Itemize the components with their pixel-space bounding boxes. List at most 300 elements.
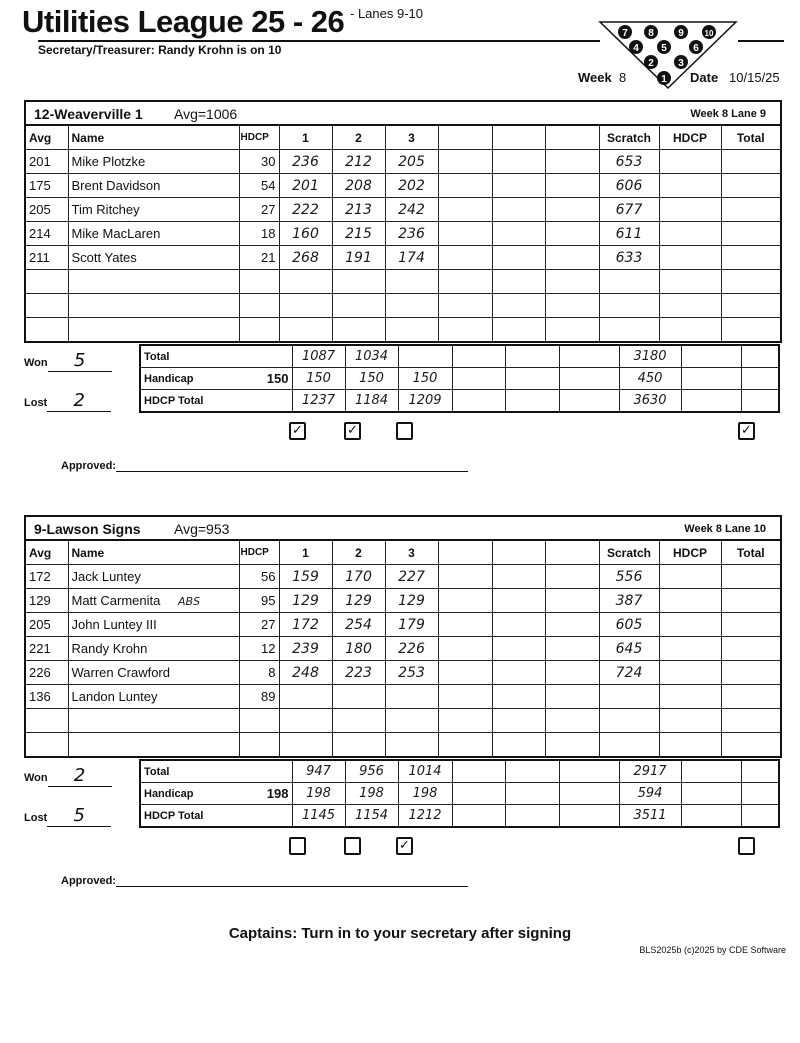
game-2-score bbox=[332, 709, 385, 733]
team-total-row bbox=[140, 345, 779, 368]
bowler-note: ABS bbox=[178, 595, 201, 608]
total-series bbox=[721, 685, 781, 709]
title-rule-right bbox=[738, 40, 784, 42]
bowler-hdcp: 27 bbox=[239, 613, 279, 637]
game-3-score: 242 bbox=[385, 198, 438, 222]
summary-label: Total bbox=[140, 760, 239, 783]
blank-cell bbox=[492, 733, 545, 758]
bowler-name: Landon Luntey bbox=[71, 689, 158, 704]
game-3-score: 202 bbox=[385, 174, 438, 198]
win-checkbox-g2[interactable]: ✓ bbox=[344, 422, 361, 440]
game-2-score bbox=[332, 685, 385, 709]
blank-cell bbox=[559, 783, 619, 805]
bowler-avg: 226 bbox=[25, 661, 68, 685]
bowler-name-cell bbox=[68, 174, 239, 198]
bowler-name-cell bbox=[68, 589, 239, 613]
blank-cell bbox=[741, 368, 779, 390]
lost-field bbox=[24, 390, 111, 412]
game-1-score bbox=[279, 685, 332, 709]
game-3-score: 179 bbox=[385, 613, 438, 637]
hdcp-series bbox=[659, 661, 721, 685]
blank-cell bbox=[505, 368, 559, 390]
scratch-series: 387 bbox=[599, 589, 659, 613]
col-game-2: 2 bbox=[332, 125, 385, 150]
blank-cell bbox=[559, 345, 619, 368]
summary-label: Total bbox=[140, 345, 239, 368]
blank-cell bbox=[741, 390, 779, 413]
col-hdcp: HDCP bbox=[239, 540, 279, 565]
game-1-score bbox=[279, 318, 332, 343]
blank-cell bbox=[559, 805, 619, 828]
bowler-name: John Luntey III bbox=[71, 617, 157, 632]
bowler-hdcp bbox=[239, 270, 279, 294]
bowler-avg bbox=[25, 270, 68, 294]
team-total-row bbox=[140, 760, 779, 783]
game-1-score: 129 bbox=[279, 589, 332, 613]
blank-cell bbox=[492, 150, 545, 174]
blank-cell bbox=[545, 150, 599, 174]
summary-scratch: 3511 bbox=[619, 805, 681, 828]
bowler-hdcp bbox=[239, 318, 279, 343]
blank-cell bbox=[681, 805, 741, 828]
pin-number: 8 bbox=[648, 28, 654, 39]
title-rule bbox=[38, 40, 600, 42]
col-hdcp-total: HDCP bbox=[659, 125, 721, 150]
bowler-name-cell bbox=[68, 613, 239, 637]
bowler-name-cell bbox=[68, 709, 239, 733]
date-value: 10/15/25 bbox=[729, 70, 780, 85]
team-header bbox=[24, 515, 782, 541]
blank-cell bbox=[438, 733, 492, 758]
game-2-score bbox=[332, 270, 385, 294]
game-1-score: 172 bbox=[279, 613, 332, 637]
bowler-name-cell bbox=[68, 270, 239, 294]
win-checkbox-g1[interactable]: ✓ bbox=[289, 422, 306, 440]
scratch-series bbox=[599, 733, 659, 758]
bowler-name-cell bbox=[68, 685, 239, 709]
blank-cell bbox=[492, 637, 545, 661]
col-avg: Avg bbox=[25, 540, 68, 565]
blank-cell bbox=[545, 685, 599, 709]
blank-cell bbox=[505, 345, 559, 368]
blank-cell bbox=[559, 760, 619, 783]
bowler-avg bbox=[25, 318, 68, 343]
summary-scratch: 3180 bbox=[619, 345, 681, 368]
captains-instructions: Captains: Turn in to your secretary after signing bbox=[228, 925, 572, 942]
summary-label: HDCP Total bbox=[140, 805, 239, 828]
blank-cell bbox=[545, 318, 599, 343]
blank-cell bbox=[492, 246, 545, 270]
game-3-score: 227 bbox=[385, 565, 438, 589]
game-3-score bbox=[385, 709, 438, 733]
date-field bbox=[690, 70, 780, 85]
scratch-series: 724 bbox=[599, 661, 659, 685]
game-2-score: 212 bbox=[332, 150, 385, 174]
bowler-avg: 205 bbox=[25, 198, 68, 222]
win-checkbox-g3[interactable]: ✓ bbox=[396, 837, 413, 855]
pin-number: 2 bbox=[648, 58, 654, 69]
blank-cell bbox=[492, 318, 545, 343]
blank-cell bbox=[545, 565, 599, 589]
blank-cell bbox=[545, 733, 599, 758]
blank-cell bbox=[452, 760, 505, 783]
total-series bbox=[721, 565, 781, 589]
approved-label: Approved: bbox=[61, 460, 116, 472]
game-3-score: 205 bbox=[385, 150, 438, 174]
blank-cell bbox=[681, 390, 741, 413]
scratch-series bbox=[599, 709, 659, 733]
total-series bbox=[721, 613, 781, 637]
hdcp-series bbox=[659, 733, 721, 758]
hdcp-series bbox=[659, 294, 721, 318]
blank-cell bbox=[492, 270, 545, 294]
bowler-name-cell bbox=[68, 637, 239, 661]
game-3-score: 226 bbox=[385, 637, 438, 661]
game-2-score: 180 bbox=[332, 637, 385, 661]
won-field bbox=[24, 350, 112, 372]
bowler-avg: 214 bbox=[25, 222, 68, 246]
bowler-table bbox=[24, 539, 782, 758]
summary-label: Handicap bbox=[140, 368, 239, 390]
bowler-row bbox=[25, 589, 781, 613]
hdcp-series bbox=[659, 318, 721, 343]
bowler-hdcp: 54 bbox=[239, 174, 279, 198]
blank-cell bbox=[438, 198, 492, 222]
game-1-score: 248 bbox=[279, 661, 332, 685]
col-game-3: 3 bbox=[385, 125, 438, 150]
bowler-avg: 175 bbox=[25, 174, 68, 198]
bowler-avg: 201 bbox=[25, 150, 68, 174]
game-1-score bbox=[279, 709, 332, 733]
blank-cell bbox=[681, 368, 741, 390]
week-value: 8 bbox=[618, 70, 627, 85]
win-checkbox-g3[interactable] bbox=[396, 422, 413, 440]
bowler-hdcp: 18 bbox=[239, 222, 279, 246]
blank-cell bbox=[452, 368, 505, 390]
bowler-name-cell bbox=[68, 246, 239, 270]
game-3-score bbox=[385, 733, 438, 758]
bowler-name-cell bbox=[68, 733, 239, 758]
summary-label: Handicap bbox=[140, 783, 239, 805]
summary-scratch: 3630 bbox=[619, 390, 681, 413]
team-week-lane: Week 8 Lane 9 bbox=[690, 108, 766, 120]
scratch-series bbox=[599, 294, 659, 318]
team-handicap-value: 150 bbox=[239, 368, 292, 390]
bowler-hdcp: 89 bbox=[239, 685, 279, 709]
game-2-score: 223 bbox=[332, 661, 385, 685]
team-week-lane: Week 8 Lane 10 bbox=[684, 523, 766, 535]
bowler-avg bbox=[25, 709, 68, 733]
secretary-line: Secretary/Treasurer: Randy Krohn is on 10 bbox=[38, 43, 282, 57]
scratch-series: 556 bbox=[599, 565, 659, 589]
pin-number: 1 bbox=[661, 74, 667, 85]
approved-field bbox=[61, 875, 468, 887]
lost-field bbox=[24, 805, 111, 827]
col-blank bbox=[545, 125, 599, 150]
lost-label: Lost bbox=[24, 397, 48, 409]
bowler-row bbox=[25, 733, 781, 758]
col-name: Name bbox=[68, 125, 239, 150]
team-name: 12-Weaverville 1 bbox=[34, 106, 143, 122]
col-hdcp-total: HDCP bbox=[659, 540, 721, 565]
scratch-series bbox=[599, 318, 659, 343]
team-hdcp-total-row bbox=[140, 805, 779, 828]
bowler-name-cell bbox=[68, 150, 239, 174]
blank-cell bbox=[438, 637, 492, 661]
team-summary-table bbox=[139, 344, 780, 413]
summary-game-1: 1145 bbox=[292, 805, 345, 828]
bowler-avg: 205 bbox=[25, 613, 68, 637]
blank-cell bbox=[438, 589, 492, 613]
hdcp-series bbox=[659, 709, 721, 733]
bowler-hdcp: 56 bbox=[239, 565, 279, 589]
game-3-score: 236 bbox=[385, 222, 438, 246]
scratch-series: 633 bbox=[599, 246, 659, 270]
blank-cell bbox=[452, 783, 505, 805]
blank-cell bbox=[492, 198, 545, 222]
team-handicap-row bbox=[140, 783, 779, 805]
blank-cell bbox=[492, 661, 545, 685]
blank-cell bbox=[681, 760, 741, 783]
game-1-score: 236 bbox=[279, 150, 332, 174]
blank-cell bbox=[545, 637, 599, 661]
week-label: Week bbox=[578, 70, 612, 85]
bowler-name-cell bbox=[68, 198, 239, 222]
game-2-score: 191 bbox=[332, 246, 385, 270]
bowler-name-cell bbox=[68, 565, 239, 589]
copyright: BLS2025b (c)2025 by CDE Software bbox=[639, 945, 786, 955]
blank-cell bbox=[438, 709, 492, 733]
blank-cell bbox=[545, 661, 599, 685]
pin-number: 9 bbox=[678, 28, 684, 39]
blank-cell bbox=[545, 198, 599, 222]
summary-game-1: 1237 bbox=[292, 390, 345, 413]
bowler-avg: 129 bbox=[25, 589, 68, 613]
hdcp-series bbox=[659, 198, 721, 222]
total-series bbox=[721, 709, 781, 733]
scratch-series: 677 bbox=[599, 198, 659, 222]
team-hdcp-total-row bbox=[140, 390, 779, 413]
blank-cell bbox=[492, 685, 545, 709]
win-checkbox-total[interactable] bbox=[738, 837, 755, 855]
team-handicap-value: 198 bbox=[239, 783, 292, 805]
blank-cell bbox=[492, 709, 545, 733]
game-2-score: 215 bbox=[332, 222, 385, 246]
hdcp-series bbox=[659, 222, 721, 246]
hdcp-series bbox=[659, 637, 721, 661]
league-title: Utilities League 25 - 26 bbox=[22, 4, 345, 39]
bowler-name: Randy Krohn bbox=[71, 641, 148, 656]
team-header bbox=[24, 100, 782, 126]
pin-number: 3 bbox=[678, 58, 684, 69]
pin-number: 5 bbox=[661, 43, 667, 54]
col-total: Total bbox=[721, 540, 781, 565]
bowler-name: Scott Yates bbox=[71, 250, 137, 265]
blank-cell bbox=[438, 150, 492, 174]
bowler-row bbox=[25, 222, 781, 246]
col-blank bbox=[438, 540, 492, 565]
approved-signature-line[interactable] bbox=[116, 460, 468, 472]
blank-cell bbox=[559, 390, 619, 413]
hdcp-series bbox=[659, 685, 721, 709]
col-blank bbox=[438, 125, 492, 150]
bowler-row bbox=[25, 709, 781, 733]
bowler-hdcp: 8 bbox=[239, 661, 279, 685]
blank-cell bbox=[545, 222, 599, 246]
week-field bbox=[578, 70, 626, 85]
summary-scratch: 594 bbox=[619, 783, 681, 805]
hdcp-series bbox=[659, 613, 721, 637]
summary-game-2: 198 bbox=[345, 783, 398, 805]
scratch-series: 606 bbox=[599, 174, 659, 198]
game-2-score bbox=[332, 733, 385, 758]
summary-game-3: 198 bbox=[398, 783, 452, 805]
col-total: Total bbox=[721, 125, 781, 150]
total-series bbox=[721, 318, 781, 343]
blank-cell bbox=[492, 294, 545, 318]
blank-cell bbox=[438, 294, 492, 318]
blank-cell bbox=[505, 760, 559, 783]
summary-game-2: 1184 bbox=[345, 390, 398, 413]
team-name: 9-Lawson Signs bbox=[34, 521, 141, 537]
blank-cell bbox=[492, 589, 545, 613]
bowler-avg bbox=[25, 733, 68, 758]
blank-cell bbox=[505, 805, 559, 828]
lost-label: Lost bbox=[24, 812, 48, 824]
summary-scratch: 450 bbox=[619, 368, 681, 390]
team-summary-table bbox=[139, 759, 780, 828]
total-series bbox=[721, 637, 781, 661]
bowler-row bbox=[25, 318, 781, 343]
won-value: 2 bbox=[48, 765, 112, 787]
col-game-3: 3 bbox=[385, 540, 438, 565]
summary-game-2: 1034 bbox=[345, 345, 398, 368]
game-3-score bbox=[385, 318, 438, 343]
blank-cell bbox=[545, 589, 599, 613]
game-3-score bbox=[385, 294, 438, 318]
scratch-series: 605 bbox=[599, 613, 659, 637]
game-1-score: 268 bbox=[279, 246, 332, 270]
bowler-hdcp bbox=[239, 733, 279, 758]
summary-game-2: 150 bbox=[345, 368, 398, 390]
won-value: 5 bbox=[48, 350, 112, 372]
game-1-score: 239 bbox=[279, 637, 332, 661]
bowler-hdcp: 30 bbox=[239, 150, 279, 174]
hdcp-series bbox=[659, 270, 721, 294]
game-2-score: 254 bbox=[332, 613, 385, 637]
blank-cell bbox=[741, 805, 779, 828]
col-game-1: 1 bbox=[279, 125, 332, 150]
blank-cell bbox=[505, 390, 559, 413]
col-name: Name bbox=[68, 540, 239, 565]
total-series bbox=[721, 270, 781, 294]
won-label: Won bbox=[24, 357, 48, 369]
blank-cell bbox=[452, 805, 505, 828]
approved-signature-line[interactable] bbox=[116, 875, 468, 887]
bowler-avg: 172 bbox=[25, 565, 68, 589]
blank-cell bbox=[681, 783, 741, 805]
summary-scratch: 2917 bbox=[619, 760, 681, 783]
summary-game-3: 1209 bbox=[398, 390, 452, 413]
col-game-2: 2 bbox=[332, 540, 385, 565]
bowler-name: Mike Plotzke bbox=[71, 154, 146, 169]
game-3-score: 253 bbox=[385, 661, 438, 685]
col-hdcp: HDCP bbox=[239, 125, 279, 150]
win-checkbox-g2[interactable] bbox=[344, 837, 361, 855]
summary-game-1: 1087 bbox=[292, 345, 345, 368]
bowler-name-cell bbox=[68, 318, 239, 343]
team-handicap-value bbox=[239, 805, 292, 828]
game-2-score bbox=[332, 318, 385, 343]
team-handicap-value bbox=[239, 345, 292, 368]
blank-cell bbox=[492, 174, 545, 198]
hdcp-series bbox=[659, 150, 721, 174]
blank-cell bbox=[545, 270, 599, 294]
game-1-score bbox=[279, 733, 332, 758]
summary-game-3 bbox=[398, 345, 452, 368]
col-scratch: Scratch bbox=[599, 540, 659, 565]
summary-game-3: 1212 bbox=[398, 805, 452, 828]
col-blank bbox=[545, 540, 599, 565]
bowler-row bbox=[25, 270, 781, 294]
bowler-name: Jack Luntey bbox=[71, 569, 141, 584]
game-1-score: 159 bbox=[279, 565, 332, 589]
summary-game-3: 1014 bbox=[398, 760, 452, 783]
bowler-name: Matt Carmenita bbox=[71, 593, 161, 608]
hdcp-series bbox=[659, 589, 721, 613]
summary-game-2: 1154 bbox=[345, 805, 398, 828]
blank-cell bbox=[505, 783, 559, 805]
blank-cell bbox=[452, 390, 505, 413]
pin-number: 10 bbox=[704, 29, 714, 38]
team-average: Avg=1006 bbox=[174, 106, 238, 122]
blank-cell bbox=[492, 565, 545, 589]
win-checkbox-total[interactable]: ✓ bbox=[738, 422, 755, 440]
blank-cell bbox=[741, 783, 779, 805]
total-series bbox=[721, 222, 781, 246]
bowler-row bbox=[25, 685, 781, 709]
blank-cell bbox=[438, 613, 492, 637]
hdcp-series bbox=[659, 246, 721, 270]
game-2-score: 129 bbox=[332, 589, 385, 613]
game-3-score: 129 bbox=[385, 589, 438, 613]
win-checkbox-g1[interactable] bbox=[289, 837, 306, 855]
hdcp-series bbox=[659, 565, 721, 589]
summary-game-3: 150 bbox=[398, 368, 452, 390]
lost-value: 2 bbox=[47, 390, 111, 412]
approved-field bbox=[61, 460, 468, 472]
total-series bbox=[721, 733, 781, 758]
bowler-table bbox=[24, 124, 782, 343]
game-1-score: 201 bbox=[279, 174, 332, 198]
game-1-score bbox=[279, 270, 332, 294]
summary-game-1: 947 bbox=[292, 760, 345, 783]
bowler-row bbox=[25, 150, 781, 174]
column-headers bbox=[25, 540, 781, 565]
game-3-score: 174 bbox=[385, 246, 438, 270]
bowler-row bbox=[25, 198, 781, 222]
bowler-row bbox=[25, 661, 781, 685]
blank-cell bbox=[545, 613, 599, 637]
bowler-name-cell bbox=[68, 661, 239, 685]
summary-game-1: 150 bbox=[292, 368, 345, 390]
game-2-score: 208 bbox=[332, 174, 385, 198]
team-handicap-row bbox=[140, 368, 779, 390]
column-headers bbox=[25, 125, 781, 150]
pin-number: 4 bbox=[633, 43, 639, 54]
pin-number: 7 bbox=[622, 28, 628, 39]
bowler-name-cell bbox=[68, 294, 239, 318]
